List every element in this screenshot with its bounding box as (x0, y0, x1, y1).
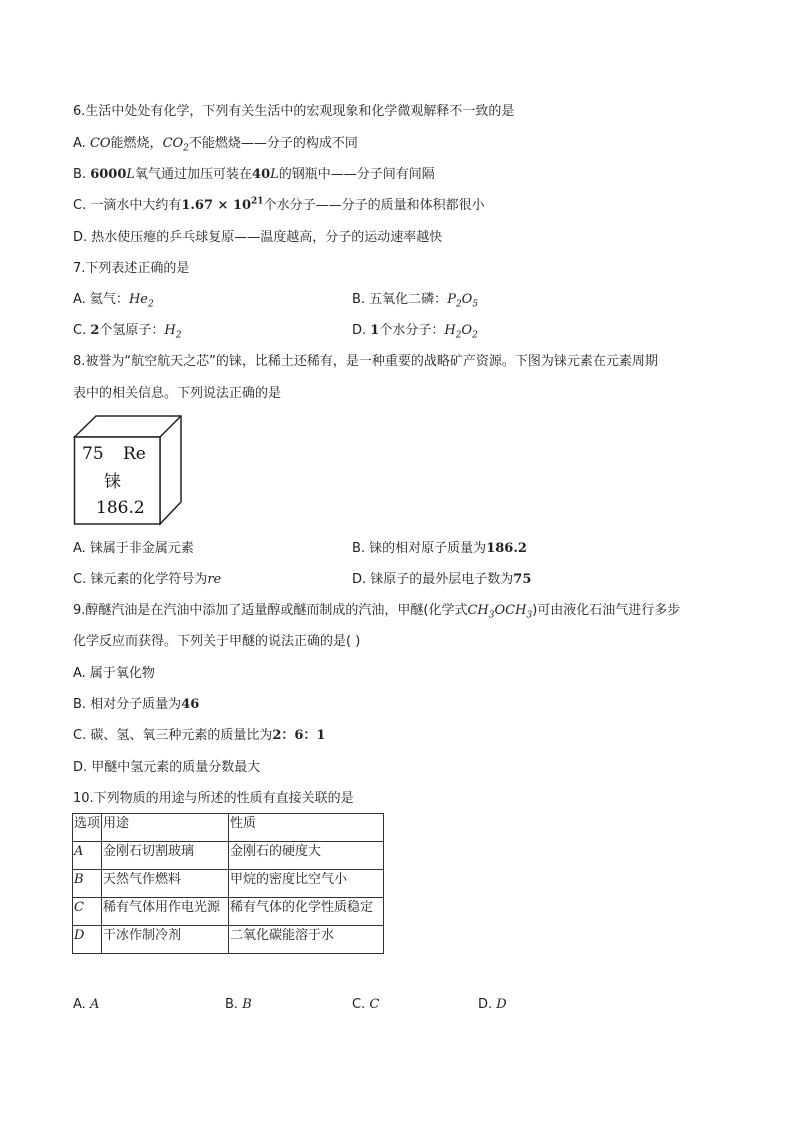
table-cell: 干冰作制冷剂 (102, 926, 229, 954)
table-row (73, 870, 384, 898)
q8-stem-line1: 8.被誉为“航空航天之芯”的铼，比稀土还稀有，是一种重要的战略矿产资源。下图为铼元素在元素周期 (73, 354, 658, 369)
table-cell: C (73, 898, 102, 926)
q9-option-a: A. 属于氧化物 (73, 666, 155, 681)
table-cell: 天然气作燃料 (102, 870, 229, 898)
q7-stem: 7.下列表述正确的是 (73, 261, 190, 276)
table-header-cell: 用途 (102, 814, 229, 842)
element-symbol: Re (123, 444, 146, 464)
q9-option-b: B. 相对分子质量为46 (73, 697, 200, 712)
table-row (73, 926, 384, 954)
table-header-cell: 选项 (73, 814, 102, 842)
q10-option-c: C. C (352, 997, 380, 1012)
q8-option-a: A. 铼属于非金属元素 (73, 541, 194, 556)
q8-option-b: B. 铼的相对原子质量为186.2 (352, 541, 527, 556)
q10-option-d: D. D (478, 997, 507, 1012)
table-cell: 稀有气体用作电光源 (102, 898, 229, 926)
q7-option-b: B. 五氧化二磷：$P_2O_5$ (352, 292, 479, 310)
q10-option-a: A. A (73, 997, 100, 1012)
table-cell: 金刚石的硬度大 (229, 842, 384, 870)
table-header-cell: 性质 (229, 814, 384, 842)
q6-option-a: A. CO能燃烧，$CO_2$不能燃烧——分子的构成不同 (73, 136, 358, 154)
q9-option-d: D. 甲醚中氢元素的质量分数最大 (73, 760, 261, 775)
table-cell: 金刚石切割玻璃 (102, 842, 229, 870)
table-header-row (73, 814, 384, 842)
table-cell: A (73, 842, 102, 870)
table-cell: 甲烷的密度比空气小 (229, 870, 384, 898)
table-cell: 二氧化碳能溶于水 (229, 926, 384, 954)
q6-option-d: D. 热水使压瘪的乒乓球复原——温度越高，分子的运动速率越快 (73, 230, 443, 245)
q9-option-c: C. 碳、氢、氧三种元素的质量比为2：6：1 (73, 728, 326, 743)
table-row (73, 898, 384, 926)
q7-option-a: A. 氦气：$He_2$ (73, 292, 154, 310)
atomic-mass: 186.2 (96, 498, 145, 518)
q6-stem: 6.生活中处处有化学，下列有关生活中的宏观现象和化学微观解释不一致的是 (73, 104, 515, 119)
q9-stem-line2: 化学反应而获得。下列关于甲醚的说法正确的是( ) (73, 634, 361, 649)
q7-option-c: C. 2个氢原子：$H_2$ (73, 323, 182, 341)
q10-option-b: B. B (225, 997, 252, 1012)
table-cell: 稀有气体的化学性质稳定 (229, 898, 384, 926)
q6-option-b: B. 6000L氧气通过加压可装在40L的钢瓶中——分子间有间隔 (73, 167, 435, 182)
atomic-number: 75 (82, 444, 104, 464)
q9-stem-line1: 9.醇醚汽油是在汽油中添加了适量醇或醚而制成的汽油，甲醚(化学式$CH_3OCH_3$)可由液化石油气进行多步 (73, 603, 681, 621)
q6-option-c: C. 一滴水中大约有$1.67 \times 10^{21}$个水分子——分子的质量和体积都很小 (73, 196, 485, 213)
q8-option-d: D. 铼原子的最外层电子数为75 (352, 572, 532, 587)
table-row (73, 842, 384, 870)
q10-stem: 10.下列物质的用途与所述的性质有直接关联的是 (73, 791, 354, 806)
table-cell: D (73, 926, 102, 954)
q10-table (72, 813, 384, 954)
periodic-table-cell (73, 414, 183, 526)
element-name: 铼 (104, 472, 121, 492)
q8-option-c: C. 铼元素的化学符号为re (73, 572, 222, 587)
q8-stem-line2: 表中的相关信息。下列说法正确的是 (73, 386, 282, 401)
table-cell: B (73, 870, 102, 898)
q7-option-d: D. 1个水分子：$H_2O_2$ (352, 323, 478, 341)
